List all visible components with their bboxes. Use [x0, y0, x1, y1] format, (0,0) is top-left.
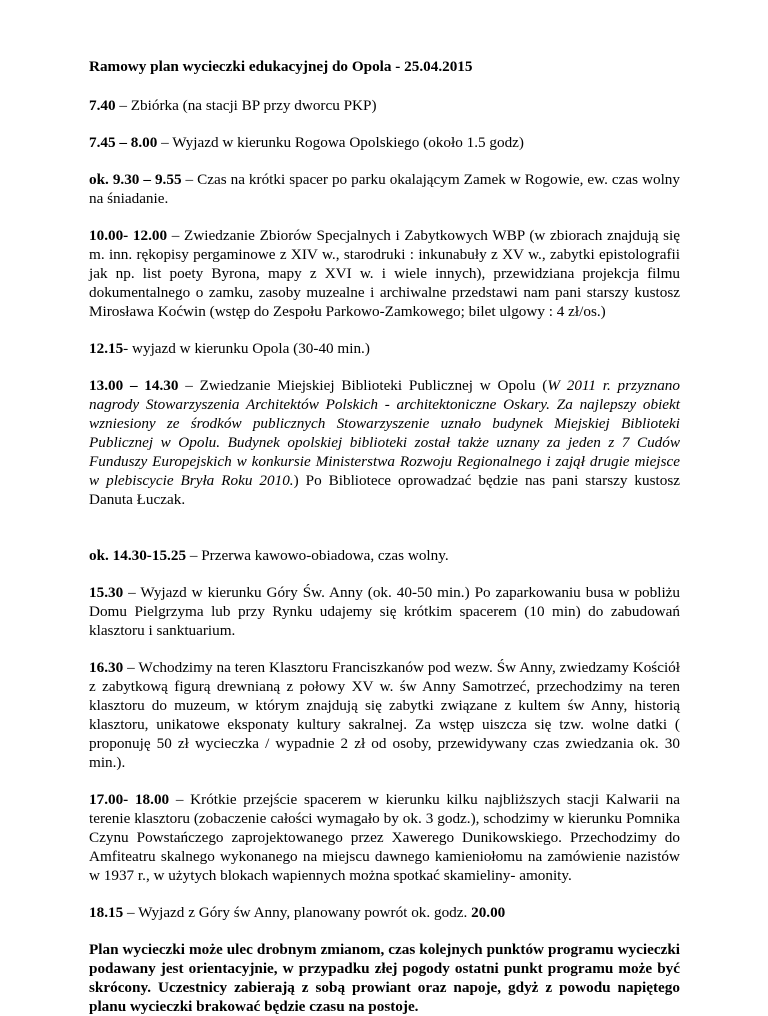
item-return-time: 20.00 [471, 904, 506, 921]
item-time: 7.45 – 8.00 [89, 134, 158, 151]
item-text: – Wyjazd z Góry św Anny, planowany powrót ok. godz. [123, 904, 472, 921]
item-time: 7.40 [89, 97, 116, 114]
schedule-item-gora-sw-anny [89, 583, 680, 640]
closing-note: Plan wycieczki może ulec drobnym zmianom, czas kolejnych punktów programu wycieczki podawany jest orientacyjnie, w przypadku złej pogody ostatni punkt programu może być skrócony. Uczestnicy zabierają z sobą prowiant oraz napoje, gdyż z powodu napiętego planu wycieczki brakować będzie czasu na postoje. [89, 941, 680, 1015]
item-text: – Zwiedzanie Miejskiej Biblioteki Publicznej w Opolu ( [178, 377, 548, 394]
item-text: – Przerwa kawowo-obiadowa, czas wolny. [186, 547, 449, 564]
schedule-item-kalwaria [89, 790, 680, 885]
item-text: – Wchodzimy na teren Klasztoru Franciszkanów pod wezw. Św Anny, zwiedzamy Kościół z zabytkową figurą drewnianą z połowy XV w. św Anny Samotrzeć, przechodzimy na teren klasztoru do muzeum, w którym znajdują się zabytki związane z kultem św Anny, historią klasztoru, unikatowe eksponaty kultury sakralnej. Za wstęp uiszcza się tzw. wolne datki ( proponuję 50 zł wycieczka / wypadnie 2 zł od osoby, przewidywany czas zwiedzania ok. 30 min.). [89, 659, 680, 771]
item-time: 12.15 [89, 340, 124, 357]
item-text: – Wyjazd w kierunku Rogowa Opolskiego (około 1.5 godz) [157, 134, 524, 151]
spacer [89, 527, 680, 546]
item-time: 16.30 [89, 659, 124, 676]
item-time: 13.00 – 14.30 [89, 377, 179, 394]
schedule-item-klasztor [89, 658, 680, 772]
item-text: – Zwiedzanie Zbiorów Specjalnych i Zabytkowych WBP (w zbiorach znajdują się m. inn. rękopisy pergaminowe z XIV w., starodruki : inkunabuły z XV w., zabytki epistolografii jak np. list poety Byrona, mapy z XVI w. i wiele innych), przewidziana projekcja filmu dokumentalnego o zamku, zasoby muzealne i archiwalne przedstawi nam pani starszy kustosz Mirosława Koćwin (wstęp do Zespołu Parkowo-Zamkowego; bilet ulgowy : 4 zł/os.) [89, 227, 680, 320]
document-title: Ramowy plan wycieczki edukacyjnej do Opola - 25.04.2015 [89, 58, 473, 75]
item-text-after: ) Po Bibliotece oprowadzać będzie nas pani starszy kustosz Danuta Łuczak. [89, 472, 680, 508]
item-time: ok. 14.30-15.25 [89, 547, 187, 564]
item-text: – Czas na krótki spacer po parku okalającym Zamek w Rogowie, ew. czas wolny na śniadanie. [89, 171, 680, 207]
item-text: – Zbiórka (na stacji BP przy dworcu PKP) [115, 97, 377, 114]
item-time: 10.00- 12.00 [89, 227, 168, 244]
schedule-item-wyjazd-rogow [89, 133, 680, 152]
item-time: 15.30 [89, 584, 124, 601]
schedule-item-przerwa [89, 546, 680, 565]
item-text: – Krótkie przejście spacerem w kierunku kilku najbliższych stacji Kalwarii na terenie klasztoru (zobaczenie całości wymagało by ok. 3 godz.), schodzimy w kierunku Pomnika Czynu Powstańczego zaprojektowanego przez Xawerego Dunikowskiego. Przechodzimy do Amfiteatru skalnego wykonanego na miejscu dawnego kamieniołomu na zamówienie nazistów w 1937 r., w użytych blokach wapiennych można spotkać skamieliny- amonity. [89, 791, 680, 884]
schedule-item-powrot [89, 903, 680, 922]
schedule-item-zwiedzanie-wbp [89, 226, 680, 321]
item-time: 18.15 [89, 904, 124, 921]
item-text: – Wyjazd w kierunku Góry Św. Anny (ok. 40-50 min.) Po zaparkowaniu busa w pobliżu Domu Pielgrzyma lub przy Rynku udajemy się krótkim spacerem (10 min) do zabudowań klasztoru i sanktuarium. [89, 584, 680, 639]
schedule-item-zbiorka [89, 96, 680, 115]
item-italic-note: W 2011 r. przyznano nagrody Stowarzyszenia Architektów Polskich - architektoniczne Oskary. Za najlepszy obiekt wzniesiony ze środków publicznych Stowarzyszenie uznało budynek Miejskiej Biblioteki Publicznej w Opolu. Budynek opolskiej biblioteki został także uznany za jeden z 7 Cudów Funduszy Europejskich w konkursie Ministerstwa Rozwoju Regionalnego i zajął drugie miejsce w plebiscycie Bryła Roku 2010. [89, 377, 680, 489]
item-time: ok. 9.30 – 9.55 [89, 171, 182, 188]
schedule-item-biblioteka-opole [89, 376, 680, 509]
schedule-item-spacer-park [89, 170, 680, 208]
schedule-item-wyjazd-opole [89, 339, 680, 358]
item-time: 17.00- 18.00 [89, 791, 170, 808]
item-text: - wyjazd w kierunku Opola (30-40 min.) [123, 340, 370, 357]
